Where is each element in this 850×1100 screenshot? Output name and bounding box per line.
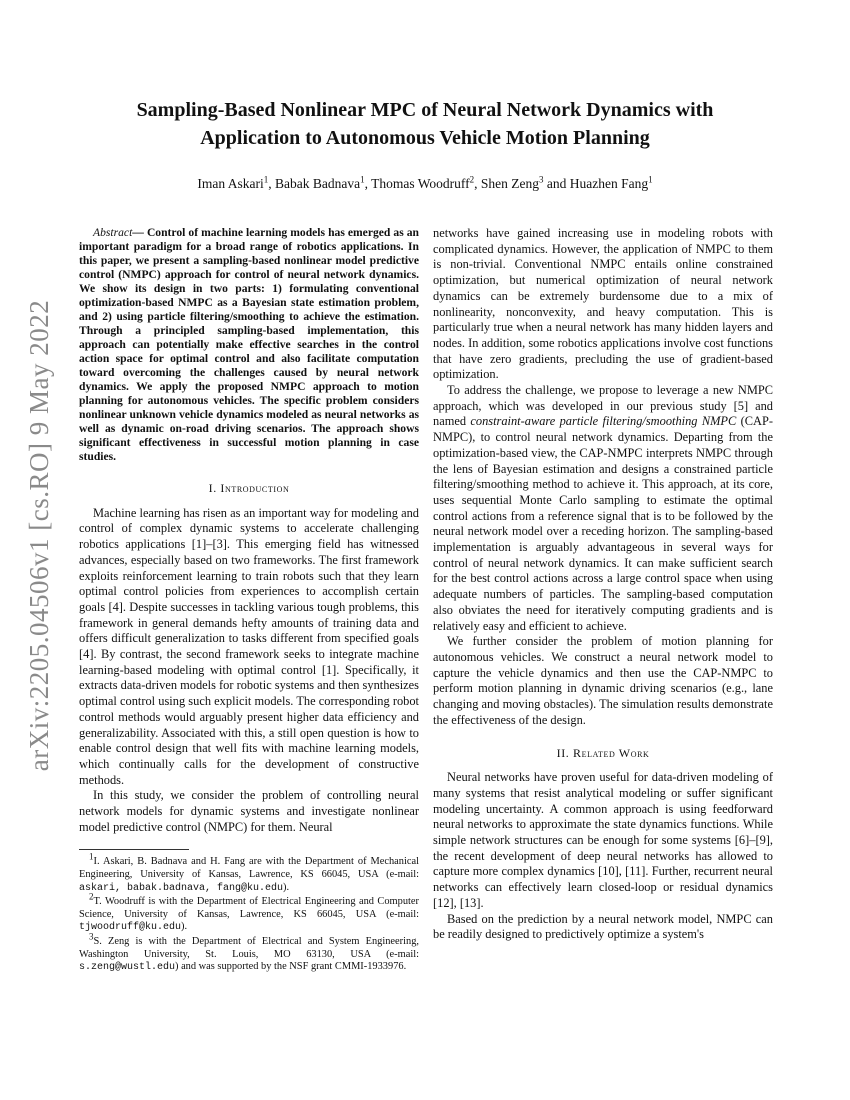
footnote-end: ). (283, 881, 290, 893)
footnotes (79, 852, 419, 974)
paper-title (60, 96, 790, 152)
author-affiliation-mark: 1 (263, 174, 269, 185)
footnote-text: I. Askari, B. Badnava and H. Fang are with the Department of Mechanical Engineering, University of Kansas, Lawrence, KS 66045, USA (e-mail: (79, 856, 419, 881)
abstract (79, 226, 419, 464)
author-separator: , (268, 176, 275, 191)
footnote-mark: 1 (89, 852, 94, 862)
author-name: Iman Askari (197, 176, 264, 191)
footnote-text: S. Zeng is with the Department of Electrical and System Engineering, Washington University, St. Louis, MO 63130, USA (e-mail: (79, 936, 419, 960)
method-name-emphasis: constraint-aware particle filtering/smoothing NMPC (470, 414, 737, 429)
abstract-dash: — (132, 226, 147, 239)
footnote-mark: 2 (89, 891, 94, 902)
author-separator: and (543, 176, 570, 191)
intro-paragraph-3 (433, 383, 773, 634)
author-name: Babak Badnava (275, 176, 361, 191)
footnote-email: askari, babak.badnava, fang@ku.edu (79, 882, 284, 894)
intro-paragraph-3-text: To address the challenge, we propose to leverage a new NMPC approach, which was developed in our previous study [5] and named (433, 383, 773, 429)
author-affiliation-mark: 2 (469, 174, 475, 185)
intro-paragraph-3-text: (CAP-NMPC), to control neural network dynamics. Departing from the optimization-based view, the CAP-NMPC interprets NMPC through the lens of Bayesian estimation and designs a constrained particle filtering/smoothing method to achieve it. This approach, at its core, uses sequential Monte Carlo sampling to estimate the optimal control actions from a reference signal that is to be followed by the neural network model over a receding horizon. The sampling-based implementation is arguably advantageous in several ways for control of neural network dynamics. It can make sufficient search for the best control actions across a large control space when using adequate numbers of particles. The sampling-based computation also obviates the need for iteratively computing gradients and is relatively easy and efficient to achieve. (433, 414, 773, 633)
author-separator: , (364, 176, 372, 191)
author-name: Shen Zeng (480, 176, 540, 191)
right-column (433, 226, 773, 943)
footnote-3 (79, 931, 419, 975)
author-name: Huazhen Fang (569, 176, 649, 191)
intro-paragraph-2-continued: networks have gained increasing use in modeling robots with complicated dynamics. However, the application of NMPC to them is non-trivial. Conventional NMPC entails online constrained optimization, but numerical optimization of neural network dynamics can be extremely burdensome due to a mix of nonlinearity, nonconvexity, and heavy computation. This is particularly true when a neural network has many hidden layers and nodes. In addition, some robotics applications involve cost functions that have zero gradients, precluding the use of gradient-based optimization. (433, 226, 773, 382)
author-affiliation-mark: 1 (360, 174, 365, 185)
author-list (60, 176, 790, 192)
author-separator: , (474, 176, 481, 191)
footnote-1 (79, 852, 419, 895)
footnote-text: T. Woodruff is with the Department of Electrical Engineering and Computer Science, University of Kansas, Lawrence, KS 66045, USA (e-mail: (79, 896, 419, 920)
footnote-2 (79, 891, 419, 935)
footnote-end: ). (181, 921, 188, 933)
author-name: Thomas Woodruff (371, 176, 470, 191)
abstract-label: Abstract (93, 226, 133, 239)
author-affiliation-mark: 3 (539, 174, 544, 185)
author-affiliation-mark: 1 (648, 174, 653, 185)
related-work-paragraph-2: Based on the prediction by a neural network model, NMPC can be readily designed to predictively optimize a system's (433, 911, 773, 942)
intro-paragraph-2: In this study, we consider the problem of controlling neural network models for dynamic systems and investigate nonlinear model predictive control (NMPC) for them. Neural (79, 788, 419, 834)
title-line-1: Sampling-Based Nonlinear MPC of Neural Network Dynamics with (136, 99, 714, 121)
title-line-2: Application to Autonomous Vehicle Motion Planning (200, 127, 650, 149)
footnote-end: ) and was supported by the NSF grant CMMI-1933976. (175, 961, 407, 973)
left-column (79, 226, 419, 976)
arxiv-identifier-text: arXiv:2205.04506v1 [cs.RO] 9 May 2022 (24, 299, 55, 771)
intro-paragraph-4: We further consider the problem of motion planning for autonomous vehicles. We construct a neural network model to capture the vehicle dynamics and then use the CAP-NMPC to perform motion planning in dynamic driving scenarios (e.g., lane changing and moving obstacles). The simulation results demonstrate the effectiveness of the design. (433, 634, 773, 727)
footnote-email: tjwoodruff@ku.edu (79, 922, 182, 934)
related-work-paragraph-1: Neural networks have proven useful for data-driven modeling of many systems that resist analytical modeling or suffer significant modeling uncertainty. A common approach is using feedforward neural networks to approximate the state dynamics functions. While simple network structures can be enough for some systems [6]–[9], the recent development of deep neural networks has allowed to capture more complex dynamics [10], [11]. Further, recurrent neural networks can effectively learn closed-loop or residual dynamics [12], [13]. (433, 770, 773, 910)
footnote-mark: 3 (89, 931, 94, 942)
arxiv-identifier (16, 290, 64, 780)
section-heading-related-work: II. Related Work (556, 745, 650, 760)
abstract-text: Control of machine learning models has emerged as an important paradigm for a broad range of robotics applications. In this paper, we present a sampling-based nonlinear model predictive control (NMPC) approach for control of neural network dynamics. We show its design in two parts: 1) formulating conventional optimization-based NMPC as a Bayesian state estimation problem, and 2) using particle filtering/smoothing to achieve the estimation. Through a principled sampling-based implementation, this approach can potentially make effective searches in the control action space for optimal control and also facilitate computation toward overcoming the challenges caused by neural network dynamics. We apply the proposed NMPC approach to motion planning for autonomous vehicles. The specific problem considers nonlinear unknown vehicle dynamics modeled as neural networks as well as dynamic on-road driving scenarios. The approach shows significant effectiveness in successful motion planning in case studies. (79, 226, 419, 463)
intro-paragraph-1: Machine learning has risen as an important way for modeling and control of complex dynamic systems to accelerate challenging robotics applications [1]–[3]. This emerging field has witnessed advances, especially based on two frameworks. The first framework exploits reinforcement learning to train robots such that they learn optimal control policies from experiences to accomplish certain goals [4]. Despite successes in tackling various tough problems, this framework in general demands hefty amounts of training data and offers difficult generalization to tasks different from specified goals [4]. By contrast, the second framework seeks to integrate machine learning-based modeling with optimal control [1]. Specifically, it extracts data-driven models for robotic systems and then synthesizes optimal control using such explicit models. The corresponding robot control methods would arguably present higher data efficiency and generalizability. Associated with this, a still open question is how to enable control design that well fits with machine learning models, which continually calls for the development of constructive methods. (79, 505, 419, 787)
footnote-email: s.zeng@wustl.edu (79, 962, 176, 974)
section-heading-introduction: I. Introduction (208, 481, 290, 495)
footnote-divider (79, 849, 189, 850)
